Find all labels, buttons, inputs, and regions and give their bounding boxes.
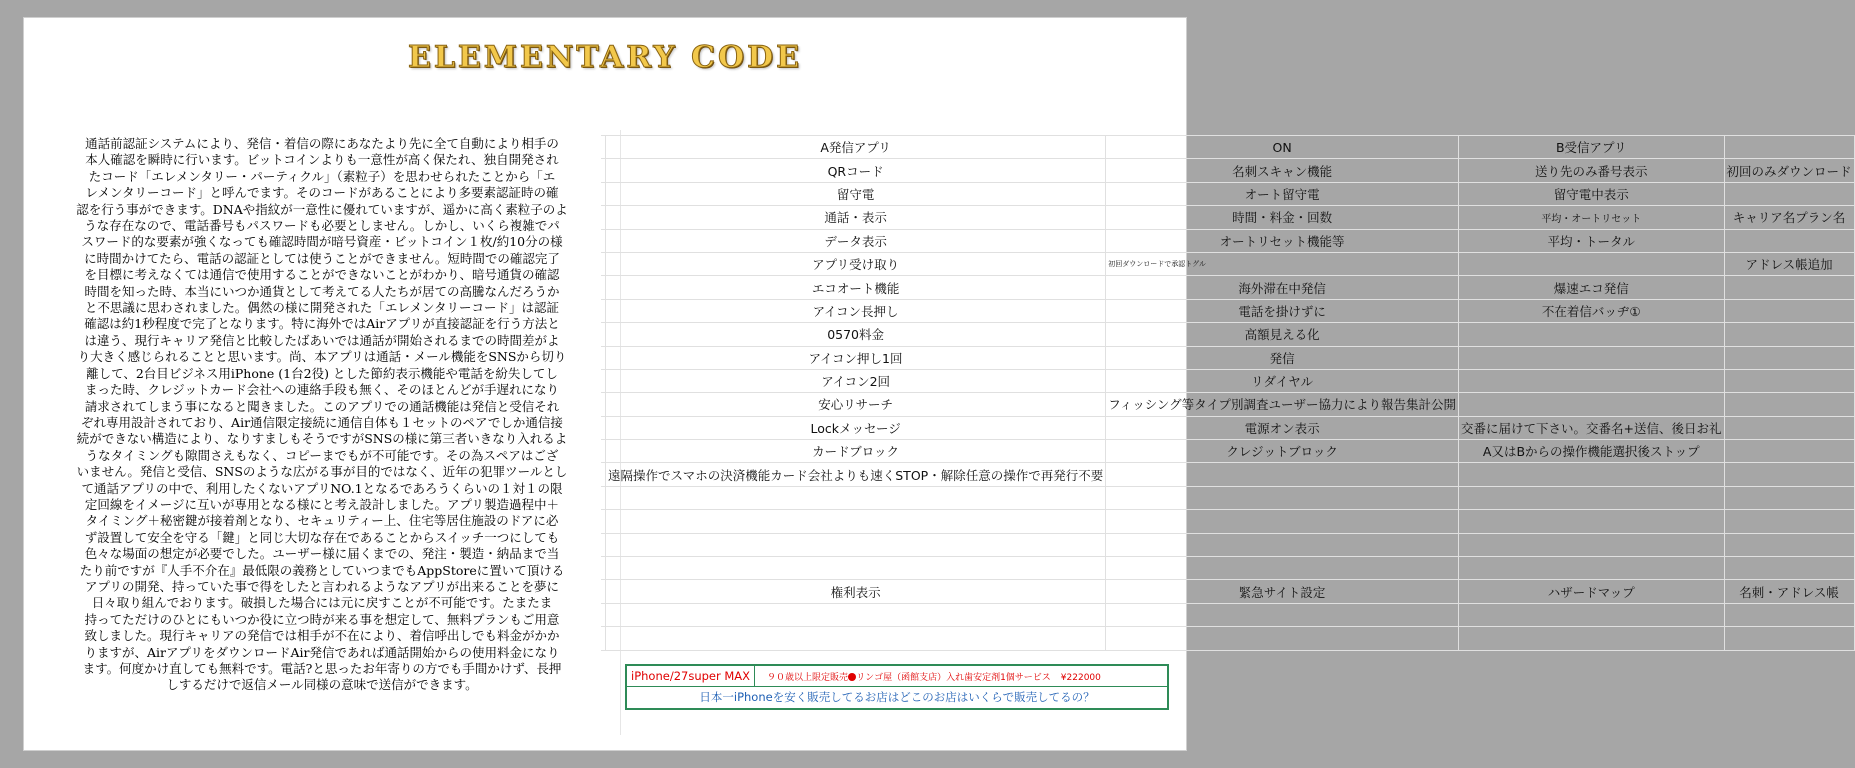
promo-box[interactable]	[625, 664, 1169, 710]
table-row	[601, 136, 1854, 159]
table-cell[interactable]	[1724, 416, 1854, 439]
table-cell[interactable]: 電話を掛けずに	[1106, 299, 1459, 322]
text-line: 請求されてしまう事になると聞きました。このアプリでの通話機能は発信と受信それ	[84, 398, 560, 414]
text-line: たコード「エレメンタリー・パーティクル」（素粒子）を思わせられたことから「エ	[88, 168, 556, 184]
text-line: うなタイミングも隙間さえもなく、コピーまでもが不可能です。その為スペアはござ	[85, 447, 559, 463]
promo-desc-2: リンゴ屋（函館支店）入れ歯安定剤1個サービス	[856, 673, 1051, 683]
text-line: 日々取り組んでおります。破損した場合には元に戻すことが不可能です。たまたま	[91, 595, 553, 611]
table-row	[601, 323, 1854, 346]
text-line: 色々な場面の想定が必要でした。ユーザー様に届くまでの、発注・製造・納品まで当	[84, 546, 560, 562]
promo-link[interactable]: 日本一iPhoneを安く販売してるお店はどこのお店はいくらで販売してるの？	[699, 690, 1095, 704]
table-cell[interactable]: 0570料金	[606, 323, 1106, 346]
table-row	[601, 510, 1854, 533]
table-row	[601, 252, 1854, 275]
table-cell[interactable]: リダイヤル	[1106, 369, 1459, 392]
table-cell[interactable]	[1724, 136, 1854, 159]
table-cell[interactable]: A発信アプリ	[606, 136, 1106, 159]
table-cell[interactable]	[1459, 627, 1724, 650]
table-cell[interactable]	[1106, 486, 1459, 509]
table-row	[601, 182, 1854, 205]
table-cell[interactable]: Lockメッセージ	[606, 416, 1106, 439]
table-cell[interactable]: ON	[1106, 136, 1459, 159]
text-line: アプリの開発、持っていた事で得をしたと言われるようなアプリが出来ることを夢に	[84, 578, 559, 594]
table-cell[interactable]: 安心リサーチ	[606, 393, 1106, 416]
table-cell[interactable]: キャリア名プラン名	[1724, 206, 1854, 229]
table-cell[interactable]	[1459, 252, 1724, 275]
text-line: て通話アプリの中で、利用したくないアプリNO.1となるであろうくらいの１対１の限	[81, 480, 563, 496]
text-line: 離して、2台目ビジネス用iPhone (1台2役) とした節約表示機能や電話を紛失してし	[86, 365, 558, 381]
table-cell[interactable]	[1459, 346, 1724, 369]
table-cell[interactable]	[1724, 182, 1854, 205]
feature-table	[601, 135, 1855, 651]
text-line: 続ができない構造により、なりすましもそうですがSNSの様に第三者いきなり入れるよ	[76, 431, 568, 447]
table-cell[interactable]: 名刺スキャン機能	[1106, 159, 1459, 182]
red-dot-icon	[848, 673, 856, 681]
table-cell[interactable]	[1459, 486, 1724, 509]
text-line: 定回線をイメージに互いが専用となる様にと考え設計しました。アプリ製造過程中＋	[84, 496, 560, 512]
table-cell[interactable]: 通話・表示	[606, 206, 1106, 229]
text-line: タイミング＋秘密鍵が接着剤となり、セキュリティー上、住宅等居住施設のドアに必	[85, 513, 559, 529]
table-cell[interactable]	[1459, 393, 1724, 416]
table-row	[601, 440, 1854, 463]
table-cell[interactable]	[1724, 533, 1854, 556]
table-cell[interactable]: 発信	[1106, 346, 1459, 369]
table-cell[interactable]: 爆速エコ発信	[1459, 276, 1724, 299]
table-cell[interactable]	[1459, 369, 1724, 392]
table-cell[interactable]: 初回ダウンロードで承認トグル	[1106, 252, 1459, 275]
table-cell[interactable]	[1724, 276, 1854, 299]
table-cell[interactable]: QRコード	[606, 159, 1106, 182]
table-row	[601, 159, 1854, 182]
table-cell[interactable]	[1106, 557, 1459, 580]
table-row	[601, 346, 1854, 369]
table-cell[interactable]	[1724, 229, 1854, 252]
promo-desc: ９０歳以上限定販売	[767, 673, 849, 683]
text-line: 認を行う事ができます。DNAや指紋が一意性に優れていますが、遥かに高く素粒子のよ	[76, 201, 568, 217]
text-line: いません。発信と受信、SNSのような広がる事が目的ではなく、近年の犯罪ツールとし	[76, 464, 568, 480]
table-cell[interactable]: 平均・オートリセット	[1459, 206, 1724, 229]
table-cell[interactable]: アイコン2回	[606, 369, 1106, 392]
table-cell[interactable]	[1724, 369, 1854, 392]
text-line: レメンタリーコード」と呼んでます。そのコードがあることにより多要素認証時の確	[85, 185, 559, 201]
text-line: ます。何度かけ直しても無料です。電話?と思ったお年寄りの方でも手間かけず、長押	[82, 661, 562, 676]
table-cell[interactable]: 平均・トータル	[1459, 229, 1724, 252]
table-row	[601, 369, 1854, 392]
table-row	[601, 486, 1854, 509]
table-cell[interactable]	[606, 603, 1106, 626]
text-line: まった時、クレジットカード会社への連絡手段も無く、そのほとんどが手遅れになり	[84, 382, 560, 398]
text-line: 確認は約1秒程度で完了となります。特に海外ではAirアプリが直接認証を行う方法と	[84, 316, 560, 332]
table-cell[interactable]	[606, 627, 1106, 650]
table-cell[interactable]: 不在着信バッヂ①	[1459, 299, 1724, 322]
table-cell[interactable]	[606, 533, 1106, 556]
table-row	[601, 603, 1854, 626]
promo-model: iPhone/27super MAX	[627, 666, 755, 686]
table-row	[601, 416, 1854, 439]
text-line: たり前ですが『人手不介在』最低限の義務としていつまでもAppStoreに置いて頂ける	[79, 562, 565, 578]
text-line: 時間を知った時、本当にいつか通貨として考えてる人たちが居ての高騰なんだろうか	[84, 283, 560, 299]
table-cell[interactable]: アドレス帳追加	[1724, 252, 1854, 275]
text-line: を目標に考えなくては通信で使用することができないことがわかり、暗号通貨の確認	[84, 267, 560, 283]
text-line: りますが、AirアプリをダウンロードAir発信であれば通話開始からの使用料金になり	[84, 644, 560, 660]
table-cell[interactable]: 権利表示	[606, 580, 1106, 603]
text-line: ず設置して安全を守る「鍵」と同じ大切な存在であることからスイッチ一つにしても	[84, 529, 560, 545]
table-row	[601, 393, 1854, 416]
table-cell[interactable]	[1724, 510, 1854, 533]
table-cell[interactable]	[1106, 603, 1459, 626]
table-cell[interactable]: 時間・料金・回数	[1106, 206, 1459, 229]
table-cell[interactable]	[1724, 346, 1854, 369]
table-cell[interactable]: 遠隔操作でスマホの決済機能カード会社よりも速くSTOP・解除任意の操作で再発行不要	[606, 463, 1106, 486]
text-line: に時間かけてたら、電話の認証としては使うことができません。短時間での確認完了	[84, 250, 560, 266]
table-cell[interactable]: 交番に届けて下さい。交番名+送信、後日お礼	[1459, 416, 1724, 439]
table-cell[interactable]: B受信アプリ	[1459, 136, 1724, 159]
text-line: スワード的な要素が強くなっても確認時間が暗号資産・ビットコイン１枚/約10分の様	[81, 234, 563, 250]
table-cell[interactable]	[1106, 627, 1459, 650]
table-cell[interactable]	[1106, 510, 1459, 533]
table-cell[interactable]	[1724, 393, 1854, 416]
table-row	[601, 627, 1854, 650]
table-row	[601, 229, 1854, 252]
promo-row[interactable]	[627, 666, 1167, 687]
page-title: ELEMENTARY CODE	[407, 40, 803, 75]
text-line: り大きく感じられることと思います。尚、本アプリは通話・メール機能をSNSから切り	[77, 349, 567, 365]
table-cell[interactable]	[1724, 463, 1854, 486]
table-cell[interactable]: 名刺・アドレス帳	[1724, 580, 1854, 603]
table-cell[interactable]	[1724, 627, 1854, 650]
table-cell[interactable]	[1724, 603, 1854, 626]
table-cell[interactable]	[1459, 533, 1724, 556]
text-line: 本人確認を瞬時に行います。ビットコインよりも一意性が高く保たれ、独自開発され	[85, 152, 559, 168]
table-cell[interactable]: A又はBからの操作機能選択後ストップ	[1459, 440, 1724, 463]
table-cell[interactable]: カードブロック	[606, 440, 1106, 463]
table-cell[interactable]: データ表示	[606, 229, 1106, 252]
table-cell[interactable]	[1459, 463, 1724, 486]
text-line: うな存在なので、電話番号もパスワードも必要としません。しかし、いくら複雑でパ	[84, 218, 560, 234]
text-line: しするだけで返信メール同様の意味で送信ができます。	[166, 677, 478, 693]
table-cell[interactable]: 初回のみダウンロード	[1724, 159, 1854, 182]
table-cell[interactable]	[1724, 323, 1854, 346]
table-cell[interactable]	[1459, 323, 1724, 346]
promo-price: ¥222000	[1060, 673, 1101, 683]
table-row	[601, 533, 1854, 556]
description-text	[38, 136, 606, 694]
table-cell[interactable]: 電源オン表示	[1106, 416, 1459, 439]
table-cell[interactable]	[606, 510, 1106, 533]
text-line: は違う、現行キャリア発信と比較したばあいでは通話が開始されるまでの時間差がよ	[84, 332, 560, 348]
text-line: ぞれ専用設計されており、Air通信限定接続に通信自体も１セットのペアでしか通信接	[81, 414, 563, 430]
table-cell[interactable]	[1724, 440, 1854, 463]
table-cell[interactable]	[1724, 299, 1854, 322]
table-row	[601, 299, 1854, 322]
table-cell[interactable]: 緊急サイト設定	[1106, 580, 1459, 603]
table-row	[601, 557, 1854, 580]
table-cell[interactable]: 留守電中表示	[1459, 182, 1724, 205]
table-cell[interactable]: ハザードマップ	[1459, 580, 1724, 603]
table-cell[interactable]	[1724, 486, 1854, 509]
table-cell[interactable]: エコオート機能	[606, 276, 1106, 299]
table-row	[601, 206, 1854, 229]
table-row	[601, 276, 1854, 299]
table-cell[interactable]: 海外滞在中発信	[1106, 276, 1459, 299]
table-cell[interactable]: アイコン長押し	[606, 299, 1106, 322]
table-cell[interactable]: フィッシング等タイプ別調査ユーザー協力により報告集計公開	[1106, 393, 1459, 416]
table-row	[601, 463, 1854, 486]
table-cell[interactable]	[1459, 557, 1724, 580]
table-cell[interactable]: クレジットブロック	[1106, 440, 1459, 463]
table-cell[interactable]	[1724, 557, 1854, 580]
table-cell[interactable]	[1459, 603, 1724, 626]
text-line: と不思議に思わされました。偶然の様に開発された「エレメンタリーコード」は認証	[84, 300, 560, 316]
table-cell[interactable]: アプリ受け取り	[606, 252, 1106, 275]
table-cell[interactable]: アイコン押し1回	[606, 346, 1106, 369]
table-cell[interactable]	[606, 557, 1106, 580]
table-cell[interactable]: オート留守電	[1106, 182, 1459, 205]
table-cell[interactable]	[606, 486, 1106, 509]
table-cell[interactable]	[1106, 533, 1459, 556]
table-cell[interactable]: 高額見える化	[1106, 323, 1459, 346]
text-line: 持ってただけのひとにもいつか役に立つ時が来る事を想定して、無料プランもご用意	[84, 611, 560, 627]
table-cell[interactable]: 送り先のみ番号表示	[1459, 159, 1724, 182]
table-cell[interactable]	[1106, 463, 1459, 486]
table-cell[interactable]	[1459, 510, 1724, 533]
spreadsheet-page	[24, 18, 1852, 750]
table-cell[interactable]: 留守電	[606, 182, 1106, 205]
text-line: 致しました。現行キャリアの発信では相手が不在により、着信呼出しでも料金がかか	[84, 628, 560, 644]
table-cell[interactable]: オートリセット機能等	[1106, 229, 1459, 252]
text-line: 通話前認証システムにより、発信・着信の際にあなたより先に全て自動により相手の	[85, 136, 559, 151]
table-row	[601, 580, 1854, 603]
